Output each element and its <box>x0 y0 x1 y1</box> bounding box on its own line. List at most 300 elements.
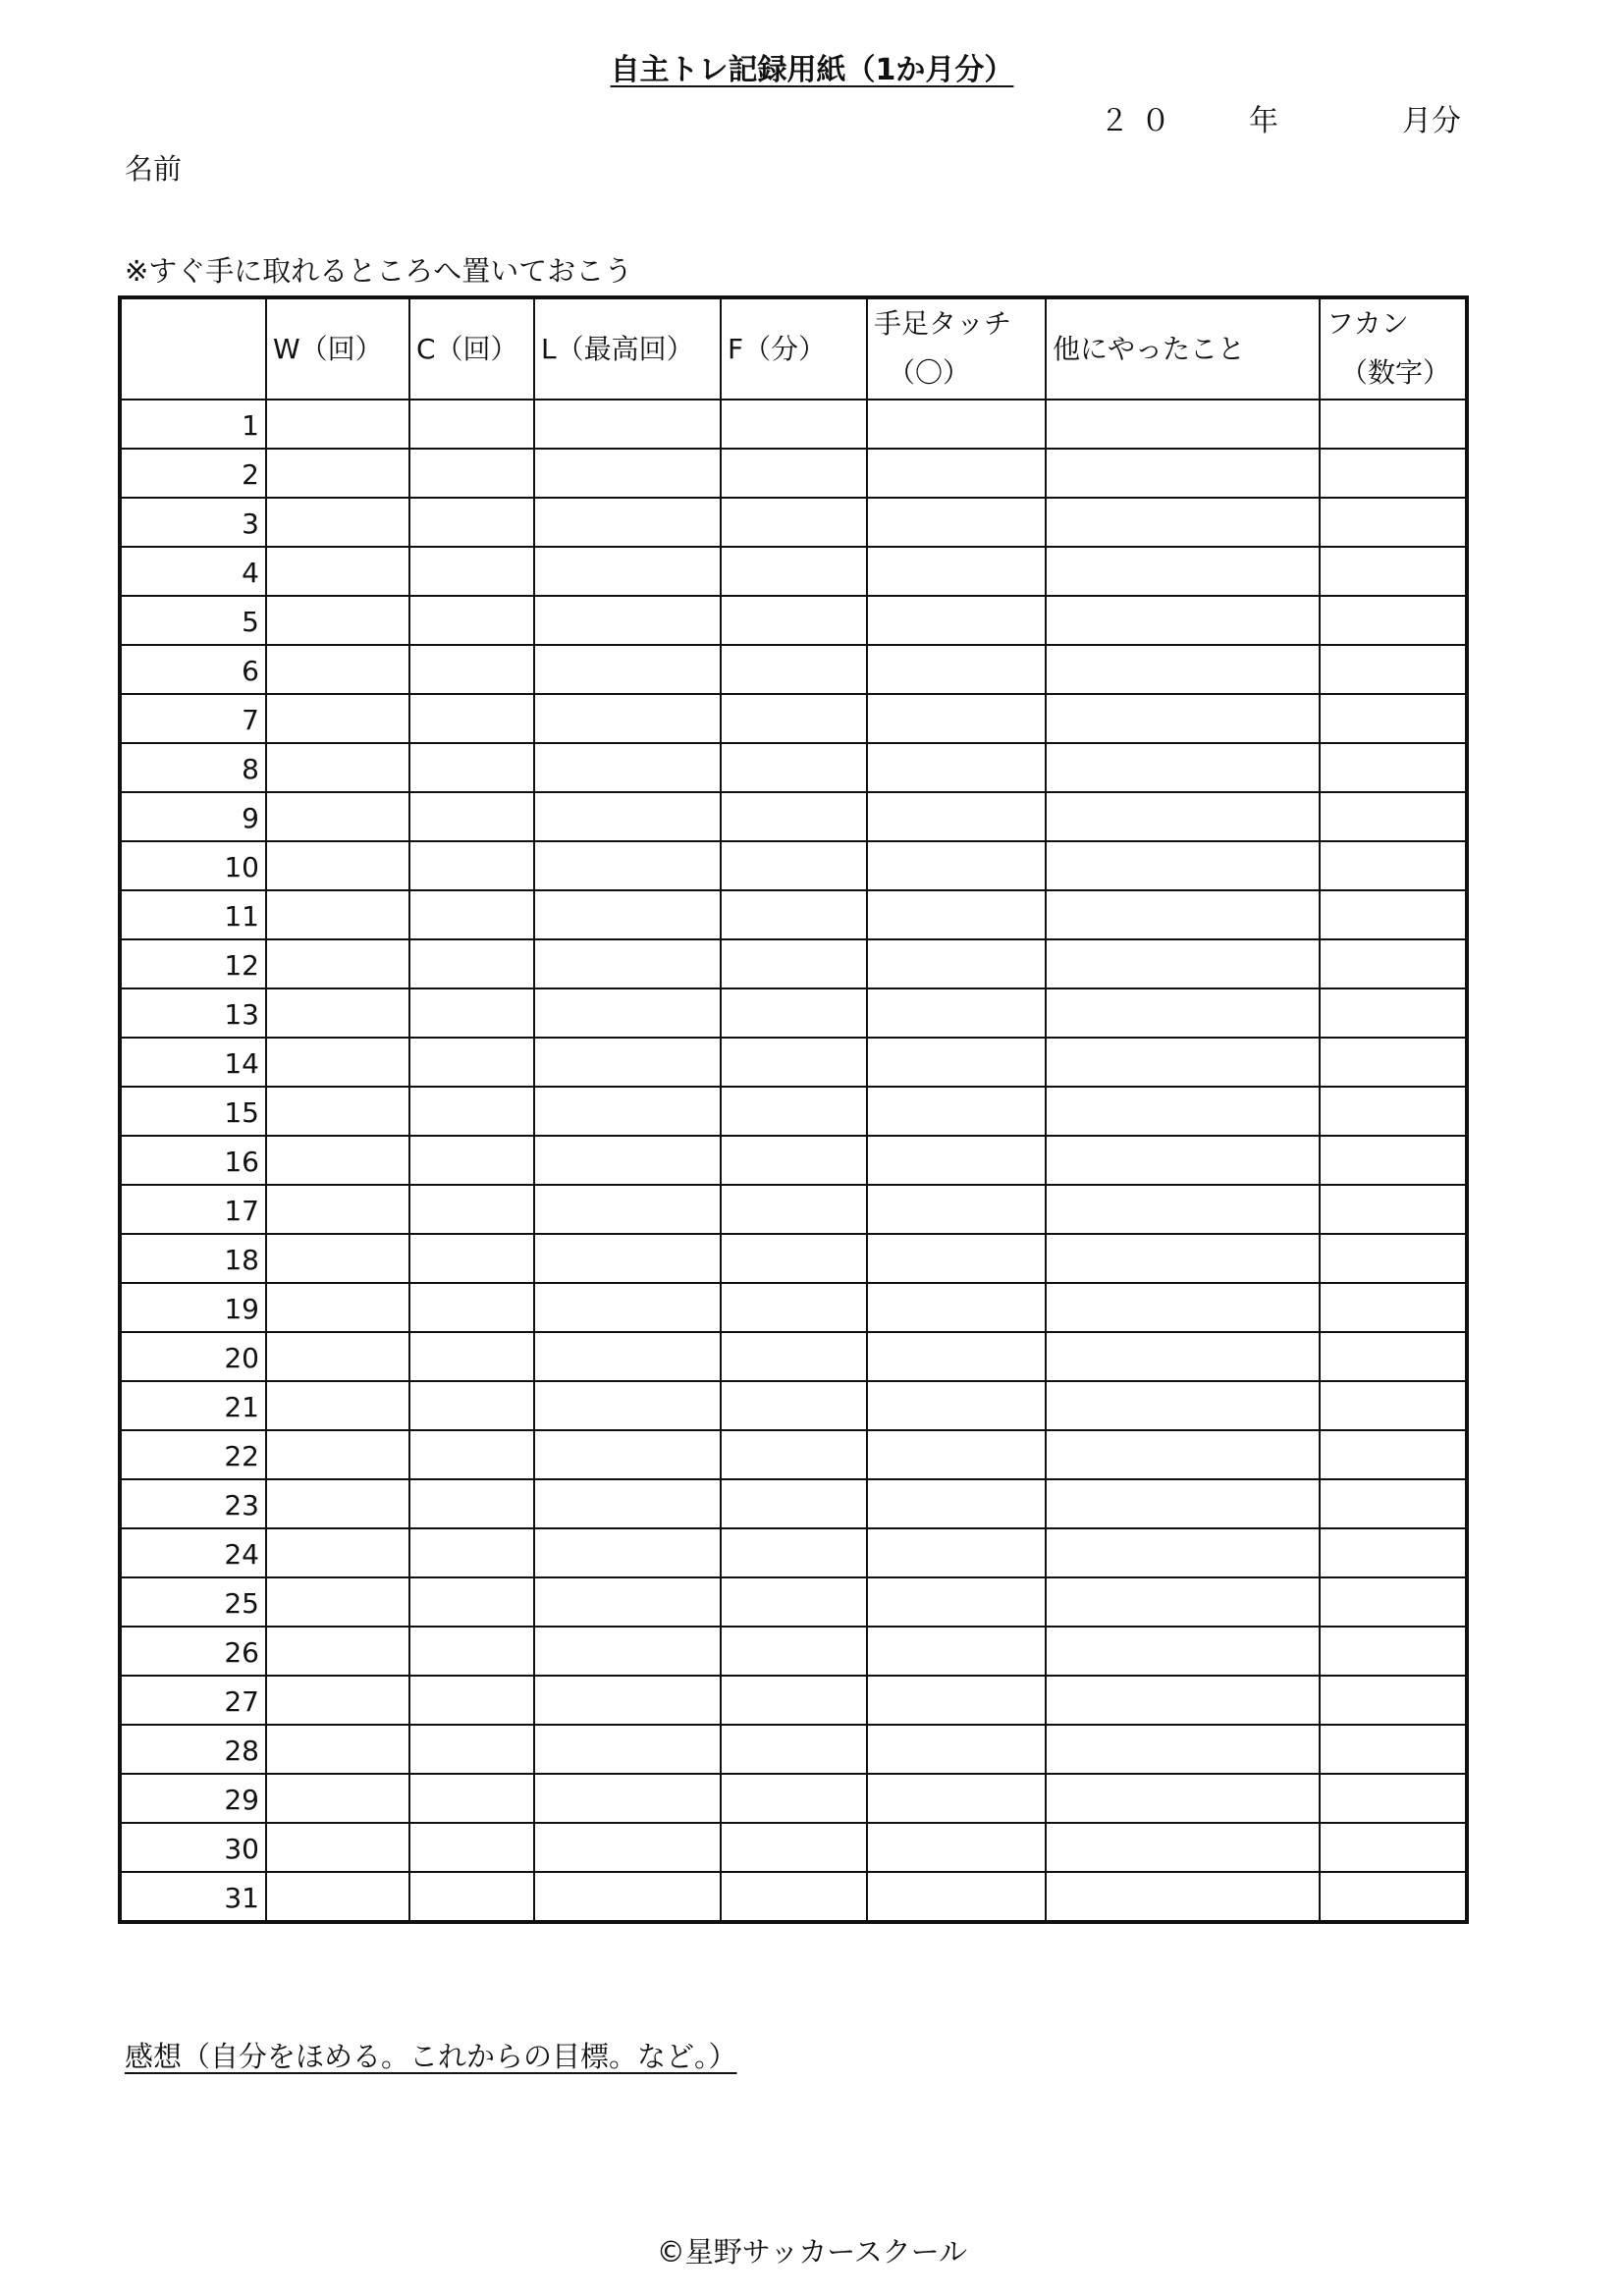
cell-fukan[interactable] <box>1320 1381 1467 1430</box>
day-number: 3 <box>120 498 266 547</box>
cell-other-activities[interactable] <box>1046 547 1320 596</box>
cell-c-count[interactable] <box>409 1528 534 1577</box>
cell-hand-foot-touch[interactable] <box>867 1823 1046 1872</box>
cell-fukan[interactable] <box>1320 1332 1467 1381</box>
header-hand-foot-touch-line2: （〇） <box>888 356 971 389</box>
cell-l-max[interactable] <box>534 1332 721 1381</box>
cell-fukan[interactable] <box>1320 1234 1467 1283</box>
cell-w-count[interactable] <box>266 1332 409 1381</box>
cell-l-max[interactable] <box>534 1283 721 1332</box>
cell-w-count[interactable] <box>266 1676 409 1725</box>
cell-f-minutes[interactable] <box>721 1283 867 1332</box>
cell-w-count[interactable] <box>266 498 409 547</box>
cell-c-count[interactable] <box>409 1185 534 1234</box>
cell-fukan[interactable] <box>1320 1087 1467 1136</box>
cell-fukan[interactable] <box>1320 1185 1467 1234</box>
header-l-max-label: L（最高回） <box>541 332 694 365</box>
cell-c-count[interactable] <box>409 449 534 498</box>
cell-hand-foot-touch[interactable] <box>867 1627 1046 1676</box>
day-number: 1 <box>120 400 266 449</box>
day-number: 15 <box>120 1087 266 1136</box>
cell-hand-foot-touch[interactable] <box>867 792 1046 841</box>
copyright: ©星野サッカースクール <box>656 2235 968 2269</box>
cell-f-minutes[interactable] <box>721 400 867 449</box>
cell-hand-foot-touch[interactable] <box>867 841 1046 890</box>
cell-other-activities[interactable] <box>1046 743 1320 792</box>
cell-w-count[interactable] <box>266 400 409 449</box>
cell-c-count[interactable] <box>409 1087 534 1136</box>
cell-w-count[interactable] <box>266 547 409 596</box>
cell-l-max[interactable] <box>534 890 721 939</box>
table-row <box>120 1185 1467 1234</box>
cell-fukan[interactable] <box>1320 1136 1467 1185</box>
cell-other-activities[interactable] <box>1046 939 1320 988</box>
cell-fukan[interactable] <box>1320 1725 1467 1774</box>
cell-hand-foot-touch[interactable] <box>867 498 1046 547</box>
day-number: 22 <box>120 1430 266 1479</box>
table-row <box>120 645 1467 694</box>
cell-l-max[interactable] <box>534 498 721 547</box>
day-number: 29 <box>120 1774 266 1823</box>
cell-other-activities[interactable] <box>1046 1185 1320 1234</box>
cell-c-count[interactable] <box>409 1627 534 1676</box>
cell-hand-foot-touch[interactable] <box>867 1430 1046 1479</box>
cell-l-max[interactable] <box>534 596 721 645</box>
cell-w-count[interactable] <box>266 1381 409 1430</box>
cell-hand-foot-touch[interactable] <box>867 1185 1046 1234</box>
cell-w-count[interactable] <box>266 449 409 498</box>
cell-hand-foot-touch[interactable] <box>867 449 1046 498</box>
cell-hand-foot-touch[interactable] <box>867 1087 1046 1136</box>
day-number: 2 <box>120 449 266 498</box>
cell-f-minutes[interactable] <box>721 1528 867 1577</box>
day-number: 21 <box>120 1381 266 1430</box>
header-f-minutes <box>721 297 867 400</box>
cell-w-count[interactable] <box>266 1528 409 1577</box>
table-row <box>120 1283 1467 1332</box>
header-w-count <box>266 297 409 400</box>
name-label: 名前 <box>125 152 183 186</box>
cell-c-count[interactable] <box>409 596 534 645</box>
cell-other-activities[interactable] <box>1046 1627 1320 1676</box>
day-number: 11 <box>120 890 266 939</box>
cell-other-activities[interactable] <box>1046 1774 1320 1823</box>
cell-fukan[interactable] <box>1320 1283 1467 1332</box>
cell-fukan[interactable] <box>1320 1872 1467 1922</box>
cell-l-max[interactable] <box>534 645 721 694</box>
table-row <box>120 694 1467 743</box>
cell-fukan[interactable] <box>1320 1528 1467 1577</box>
cell-l-max[interactable] <box>534 1479 721 1528</box>
cell-c-count[interactable] <box>409 1479 534 1528</box>
cell-c-count[interactable] <box>409 1332 534 1381</box>
cell-l-max[interactable] <box>534 694 721 743</box>
table-row <box>120 1627 1467 1676</box>
cell-fukan[interactable] <box>1320 939 1467 988</box>
cell-c-count[interactable] <box>409 1577 534 1627</box>
cell-other-activities[interactable] <box>1046 890 1320 939</box>
day-number: 24 <box>120 1528 266 1577</box>
cell-other-activities[interactable] <box>1046 694 1320 743</box>
cell-l-max[interactable] <box>534 449 721 498</box>
cell-hand-foot-touch[interactable] <box>867 1577 1046 1627</box>
cell-w-count[interactable] <box>266 1725 409 1774</box>
cell-w-count[interactable] <box>266 1479 409 1528</box>
table-body <box>120 400 1467 1922</box>
cell-f-minutes[interactable] <box>721 1872 867 1922</box>
cell-other-activities[interactable] <box>1046 1479 1320 1528</box>
cell-other-activities[interactable] <box>1046 498 1320 547</box>
day-number: 9 <box>120 792 266 841</box>
header-day <box>120 297 266 400</box>
cell-f-minutes[interactable] <box>721 743 867 792</box>
cell-fukan[interactable] <box>1320 547 1467 596</box>
cell-f-minutes[interactable] <box>721 449 867 498</box>
cell-other-activities[interactable] <box>1046 1676 1320 1725</box>
cell-hand-foot-touch[interactable] <box>867 1283 1046 1332</box>
cell-c-count[interactable] <box>409 1234 534 1283</box>
cell-other-activities[interactable] <box>1046 1136 1320 1185</box>
cell-f-minutes[interactable] <box>721 498 867 547</box>
cell-c-count[interactable] <box>409 1136 534 1185</box>
cell-w-count[interactable] <box>266 1774 409 1823</box>
cell-w-count[interactable] <box>266 694 409 743</box>
date-year-prefix: ２０ <box>1100 104 1182 138</box>
day-number: 19 <box>120 1283 266 1332</box>
cell-c-count[interactable] <box>409 890 534 939</box>
header-other-activities-label: 他にやったこと <box>1053 332 1246 365</box>
cell-w-count[interactable] <box>266 1136 409 1185</box>
table-row <box>120 792 1467 841</box>
cell-f-minutes[interactable] <box>721 1479 867 1528</box>
cell-w-count[interactable] <box>266 1087 409 1136</box>
impression-label: 感想（自分をほめる。これからの目標。など。） <box>125 2040 737 2073</box>
cell-l-max[interactable] <box>534 1528 721 1577</box>
table-row <box>120 1676 1467 1725</box>
cell-l-max[interactable] <box>534 792 721 841</box>
cell-f-minutes[interactable] <box>721 1234 867 1283</box>
cell-fukan[interactable] <box>1320 1577 1467 1627</box>
header-fukan <box>1320 297 1467 400</box>
table-row <box>120 400 1467 449</box>
cell-other-activities[interactable] <box>1046 1332 1320 1381</box>
cell-w-count[interactable] <box>266 1283 409 1332</box>
cell-other-activities[interactable] <box>1046 1528 1320 1577</box>
cell-w-count[interactable] <box>266 890 409 939</box>
cell-fukan[interactable] <box>1320 1627 1467 1676</box>
cell-fukan[interactable] <box>1320 792 1467 841</box>
cell-c-count[interactable] <box>409 792 534 841</box>
header-hand-foot-touch-line1: 手足タッチ <box>874 307 1012 340</box>
cell-other-activities[interactable] <box>1046 1381 1320 1430</box>
day-number: 13 <box>120 988 266 1038</box>
cell-fukan[interactable] <box>1320 498 1467 547</box>
table-row <box>120 988 1467 1038</box>
cell-fukan[interactable] <box>1320 596 1467 645</box>
day-number: 8 <box>120 743 266 792</box>
cell-f-minutes[interactable] <box>721 890 867 939</box>
cell-w-count[interactable] <box>266 1234 409 1283</box>
cell-l-max[interactable] <box>534 1774 721 1823</box>
cell-w-count[interactable] <box>266 1823 409 1872</box>
cell-c-count[interactable] <box>409 1430 534 1479</box>
cell-c-count[interactable] <box>409 1823 534 1872</box>
cell-l-max[interactable] <box>534 1872 721 1922</box>
day-number: 27 <box>120 1676 266 1725</box>
cell-f-minutes[interactable] <box>721 1627 867 1676</box>
cell-l-max[interactable] <box>534 1823 721 1872</box>
cell-c-count[interactable] <box>409 1038 534 1087</box>
cell-c-count[interactable] <box>409 939 534 988</box>
cell-l-max[interactable] <box>534 743 721 792</box>
cell-f-minutes[interactable] <box>721 645 867 694</box>
cell-w-count[interactable] <box>266 841 409 890</box>
cell-hand-foot-touch[interactable] <box>867 743 1046 792</box>
cell-l-max[interactable] <box>534 1038 721 1087</box>
cell-w-count[interactable] <box>266 1038 409 1087</box>
cell-hand-foot-touch[interactable] <box>867 1479 1046 1528</box>
header-c-count <box>409 297 534 400</box>
cell-l-max[interactable] <box>534 1577 721 1627</box>
cell-l-max[interactable] <box>534 1676 721 1725</box>
cell-other-activities[interactable] <box>1046 400 1320 449</box>
cell-f-minutes[interactable] <box>721 988 867 1038</box>
day-number: 28 <box>120 1725 266 1774</box>
table-row <box>120 1774 1467 1823</box>
cell-fukan[interactable] <box>1320 1774 1467 1823</box>
header-c-count-label: C（回） <box>416 332 518 365</box>
cell-f-minutes[interactable] <box>721 792 867 841</box>
cell-w-count[interactable] <box>266 939 409 988</box>
cell-c-count[interactable] <box>409 1774 534 1823</box>
table-row <box>120 1725 1467 1774</box>
table-row <box>120 1479 1467 1528</box>
day-number: 31 <box>120 1872 266 1922</box>
cell-hand-foot-touch[interactable] <box>867 547 1046 596</box>
cell-w-count[interactable] <box>266 645 409 694</box>
cell-f-minutes[interactable] <box>721 547 867 596</box>
table-row <box>120 743 1467 792</box>
cell-f-minutes[interactable] <box>721 1430 867 1479</box>
table-row <box>120 547 1467 596</box>
cell-fukan[interactable] <box>1320 890 1467 939</box>
cell-hand-foot-touch[interactable] <box>867 988 1046 1038</box>
page-title-text: 自主トレ記録用紙（1か月分） <box>610 53 1014 87</box>
cell-c-count[interactable] <box>409 1676 534 1725</box>
day-number: 23 <box>120 1479 266 1528</box>
cell-hand-foot-touch[interactable] <box>867 596 1046 645</box>
cell-l-max[interactable] <box>534 1725 721 1774</box>
cell-w-count[interactable] <box>266 1430 409 1479</box>
cell-hand-foot-touch[interactable] <box>867 890 1046 939</box>
cell-hand-foot-touch[interactable] <box>867 645 1046 694</box>
table-row <box>120 1038 1467 1087</box>
cell-other-activities[interactable] <box>1046 841 1320 890</box>
table-row <box>120 1577 1467 1627</box>
day-number: 6 <box>120 645 266 694</box>
page-title <box>0 45 1624 88</box>
cell-c-count[interactable] <box>409 1283 534 1332</box>
cell-fukan[interactable] <box>1320 645 1467 694</box>
cell-c-count[interactable] <box>409 694 534 743</box>
cell-fukan[interactable] <box>1320 841 1467 890</box>
cell-c-count[interactable] <box>409 400 534 449</box>
cell-fukan[interactable] <box>1320 988 1467 1038</box>
cell-f-minutes[interactable] <box>721 939 867 988</box>
table-row <box>120 596 1467 645</box>
header-hand-foot-touch <box>867 297 1046 400</box>
day-number: 4 <box>120 547 266 596</box>
cell-w-count[interactable] <box>266 1185 409 1234</box>
training-record-table <box>118 295 1469 1924</box>
day-number: 14 <box>120 1038 266 1087</box>
cell-hand-foot-touch[interactable] <box>867 1676 1046 1725</box>
header-fukan-line1: フカン <box>1326 307 1409 340</box>
cell-l-max[interactable] <box>534 547 721 596</box>
day-number: 17 <box>120 1185 266 1234</box>
header-f-minutes-label: F（分） <box>728 332 827 365</box>
cell-hand-foot-touch[interactable] <box>867 1725 1046 1774</box>
day-number: 30 <box>120 1823 266 1872</box>
cell-c-count[interactable] <box>409 498 534 547</box>
cell-f-minutes[interactable] <box>721 1725 867 1774</box>
cell-f-minutes[interactable] <box>721 1136 867 1185</box>
cell-f-minutes[interactable] <box>721 1185 867 1234</box>
cell-l-max[interactable] <box>534 1136 721 1185</box>
cell-l-max[interactable] <box>534 1430 721 1479</box>
cell-other-activities[interactable] <box>1046 988 1320 1038</box>
cell-other-activities[interactable] <box>1046 792 1320 841</box>
cell-f-minutes[interactable] <box>721 1038 867 1087</box>
cell-c-count[interactable] <box>409 1872 534 1922</box>
day-number: 26 <box>120 1627 266 1676</box>
table-row <box>120 1234 1467 1283</box>
cell-f-minutes[interactable] <box>721 1381 867 1430</box>
cell-other-activities[interactable] <box>1046 1430 1320 1479</box>
table-row <box>120 1381 1467 1430</box>
day-number: 25 <box>120 1577 266 1627</box>
cell-w-count[interactable] <box>266 988 409 1038</box>
cell-c-count[interactable] <box>409 988 534 1038</box>
day-number: 10 <box>120 841 266 890</box>
cell-c-count[interactable] <box>409 841 534 890</box>
cell-l-max[interactable] <box>534 1381 721 1430</box>
table-header-row <box>120 297 1467 400</box>
table-row <box>120 498 1467 547</box>
cell-f-minutes[interactable] <box>721 841 867 890</box>
header-fukan-line2: （数字） <box>1340 356 1451 389</box>
cell-hand-foot-touch[interactable] <box>867 1872 1046 1922</box>
cell-other-activities[interactable] <box>1046 1577 1320 1627</box>
cell-other-activities[interactable] <box>1046 1823 1320 1872</box>
cell-other-activities[interactable] <box>1046 1087 1320 1136</box>
cell-w-count[interactable] <box>266 1872 409 1922</box>
header-other-activities <box>1046 297 1320 400</box>
table-row <box>120 1823 1467 1872</box>
cell-w-count[interactable] <box>266 792 409 841</box>
day-number: 20 <box>120 1332 266 1381</box>
cell-hand-foot-touch[interactable] <box>867 1774 1046 1823</box>
cell-f-minutes[interactable] <box>721 1087 867 1136</box>
cell-hand-foot-touch[interactable] <box>867 694 1046 743</box>
day-number: 18 <box>120 1234 266 1283</box>
cell-other-activities[interactable] <box>1046 645 1320 694</box>
placement-note: ※すぐ手に取れるところへ置いておこう <box>125 254 633 288</box>
cell-l-max[interactable] <box>534 1234 721 1283</box>
cell-other-activities[interactable] <box>1046 1725 1320 1774</box>
cell-c-count[interactable] <box>409 743 534 792</box>
cell-other-activities[interactable] <box>1046 1872 1320 1922</box>
cell-l-max[interactable] <box>534 988 721 1038</box>
cell-l-max[interactable] <box>534 939 721 988</box>
cell-f-minutes[interactable] <box>721 1332 867 1381</box>
cell-f-minutes[interactable] <box>721 694 867 743</box>
cell-f-minutes[interactable] <box>721 1577 867 1627</box>
cell-l-max[interactable] <box>534 1087 721 1136</box>
header-w-count-label: W（回） <box>273 332 383 365</box>
cell-hand-foot-touch[interactable] <box>867 939 1046 988</box>
cell-hand-foot-touch[interactable] <box>867 1381 1046 1430</box>
day-number: 12 <box>120 939 266 988</box>
day-number: 5 <box>120 596 266 645</box>
cell-hand-foot-touch[interactable] <box>867 1136 1046 1185</box>
cell-f-minutes[interactable] <box>721 596 867 645</box>
cell-fukan[interactable] <box>1320 449 1467 498</box>
cell-l-max[interactable] <box>534 400 721 449</box>
cell-fukan[interactable] <box>1320 1479 1467 1528</box>
cell-hand-foot-touch[interactable] <box>867 400 1046 449</box>
header-l-max <box>534 297 721 400</box>
cell-l-max[interactable] <box>534 1627 721 1676</box>
cell-w-count[interactable] <box>266 1577 409 1627</box>
cell-other-activities[interactable] <box>1046 1234 1320 1283</box>
cell-c-count[interactable] <box>409 547 534 596</box>
cell-w-count[interactable] <box>266 596 409 645</box>
cell-l-max[interactable] <box>534 1185 721 1234</box>
cell-c-count[interactable] <box>409 1725 534 1774</box>
table-row <box>120 1332 1467 1381</box>
cell-f-minutes[interactable] <box>721 1774 867 1823</box>
cell-fukan[interactable] <box>1320 1823 1467 1872</box>
cell-w-count[interactable] <box>266 743 409 792</box>
cell-l-max[interactable] <box>534 841 721 890</box>
cell-fukan[interactable] <box>1320 1430 1467 1479</box>
cell-f-minutes[interactable] <box>721 1823 867 1872</box>
cell-c-count[interactable] <box>409 1381 534 1430</box>
table-row <box>120 1872 1467 1922</box>
date-year-label: 年 <box>1249 104 1278 138</box>
cell-fukan[interactable] <box>1320 400 1467 449</box>
cell-fukan[interactable] <box>1320 743 1467 792</box>
cell-fukan[interactable] <box>1320 694 1467 743</box>
cell-hand-foot-touch[interactable] <box>867 1234 1046 1283</box>
cell-other-activities[interactable] <box>1046 596 1320 645</box>
table-row <box>120 449 1467 498</box>
cell-w-count[interactable] <box>266 1627 409 1676</box>
table-row <box>120 1136 1467 1185</box>
cell-other-activities[interactable] <box>1046 1283 1320 1332</box>
cell-c-count[interactable] <box>409 645 534 694</box>
cell-hand-foot-touch[interactable] <box>867 1332 1046 1381</box>
cell-fukan[interactable] <box>1320 1676 1467 1725</box>
cell-other-activities[interactable] <box>1046 449 1320 498</box>
table-row <box>120 841 1467 890</box>
cell-fukan[interactable] <box>1320 1038 1467 1087</box>
cell-hand-foot-touch[interactable] <box>867 1528 1046 1577</box>
cell-f-minutes[interactable] <box>721 1676 867 1725</box>
cell-other-activities[interactable] <box>1046 1038 1320 1087</box>
cell-hand-foot-touch[interactable] <box>867 1038 1046 1087</box>
